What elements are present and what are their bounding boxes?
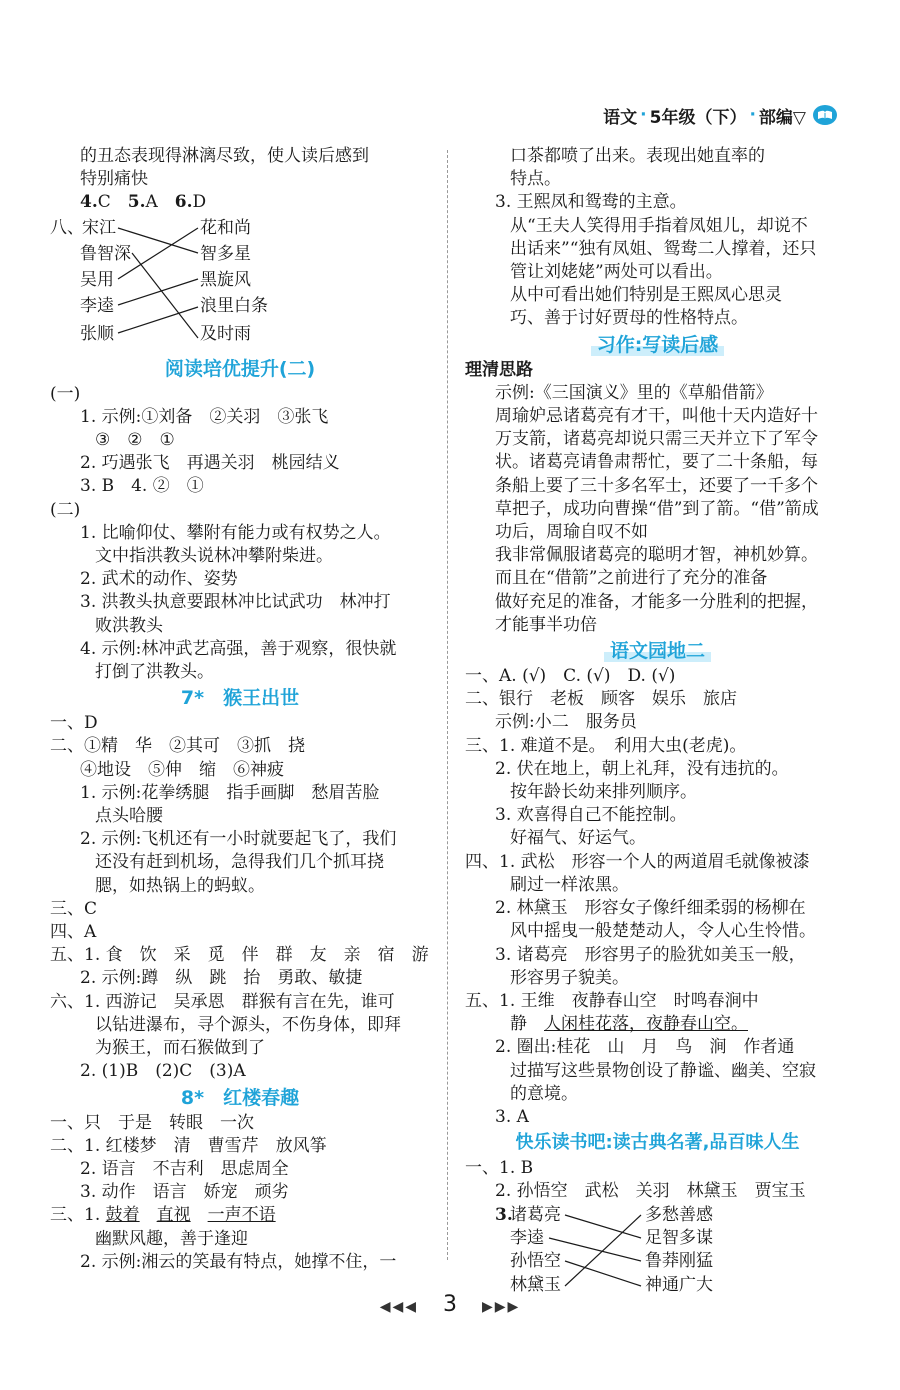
section-title: 语文园地二 <box>465 638 850 664</box>
text-line: 巧、善于讨好贾母的性格特点。 <box>510 308 748 329</box>
section-title: 7* 猴王出世 <box>180 687 300 710</box>
text-line: 幽默风趣，善于逢迎 <box>95 1228 248 1249</box>
text-line: 条船上要了三十多名军士，还要了一千多个 <box>495 475 818 496</box>
text-line: 三、C <box>50 898 98 919</box>
question-number: 5. <box>127 192 146 213</box>
text-line: 五、1. 王维 夜静春山空 时鸣春涧中 <box>465 990 759 1011</box>
match-left-item: 张顺 <box>80 323 114 344</box>
text-line: 2. 圈出:桂花 山 月 鸟 涧 作者通 <box>495 1037 795 1058</box>
text-line: 四、1. 武松 形容一个人的两道眉毛就像被漆 <box>465 851 810 872</box>
header-subject: 语文 <box>603 107 638 128</box>
text-line: 万支箭，诸葛亮却说只需三天并立下了军令 <box>495 429 818 450</box>
text-line: 3. 动作 语言 娇宠 顽劣 <box>80 1182 289 1203</box>
text-line: 才能事半功倍 <box>495 614 597 635</box>
header-grade: 5年级（下） <box>649 107 747 128</box>
text-fragment: 静 <box>510 1014 544 1035</box>
text-line: 3. 王熙凤和鸳鸯的主意。 <box>495 192 687 213</box>
text-line: 2. 巧遇张飞 再遇关羽 桃园结义 <box>80 453 340 474</box>
text-line: 腮，如热锅上的蚂蚁。 <box>95 875 265 896</box>
match-left-item: 李逵 <box>510 1227 544 1248</box>
text-line: 管让刘姥姥”两处可以看出。 <box>510 262 723 283</box>
underlined-word: 鼓着 <box>105 1205 140 1226</box>
match-number: 八、 <box>50 217 84 238</box>
text-line: 4. 示例:林冲武艺高强，善于观察，很快就 <box>80 638 397 659</box>
text-line: 一、只 于是 转眼 一次 <box>50 1112 254 1133</box>
question-number: 3. <box>495 1204 513 1225</box>
text-line: 打倒了洪教头。 <box>95 662 214 683</box>
match-right-item: 浪里白条 <box>200 295 268 316</box>
match-left-item: 李逵 <box>80 295 114 316</box>
text-line: 的丑态表现得淋漓尽致，使人读后感到 <box>80 146 369 166</box>
text-line: 六、1. 西游记 吴承恩 群猴有言在先，谁可 <box>50 991 395 1012</box>
text-line: 3. 洪教头执意要跟林冲比试武功 林冲打 <box>80 592 391 613</box>
previous-arrows-icon: ◀◀◀ <box>379 1299 418 1315</box>
match-left-item: 诸葛亮 <box>510 1204 561 1225</box>
text-line: 做好充足的准备，才能多一分胜利的把握， <box>495 591 818 612</box>
text-line: (一) <box>50 383 81 404</box>
text-line: 文中指洪教头说林冲攀附柴进。 <box>95 546 333 567</box>
answer: D <box>192 192 207 213</box>
question-number: 4. <box>80 192 98 213</box>
text-line: 一、D <box>50 713 98 734</box>
text-line: 2. (1)B (2)C (3)A <box>80 1061 246 1082</box>
match-left-item: 林黛玉 <box>510 1274 561 1295</box>
subheading: 理清思路 <box>465 359 533 380</box>
right-column <box>465 145 850 1299</box>
answer: C <box>97 192 111 213</box>
text-line: 而且在“借箭”之前进行了充分的准备 <box>495 568 768 589</box>
match-right-item: 花和尚 <box>200 217 251 238</box>
text-line: 示例:《三国演义》里的《草船借箭》 <box>495 382 773 403</box>
text-line: 草把子，成功向曹操“借”到了箭。“借”箭成 <box>495 498 819 519</box>
text-line: 2. 示例:蹲 纵 跳 抬 勇敢、敏捷 <box>80 968 363 989</box>
match-right-item: 及时雨 <box>200 323 251 344</box>
section-title: 阅读培优提升(二) <box>164 357 316 380</box>
text-line: 特别痛快 <box>80 169 148 190</box>
text-line: 五、1. 食 饮 采 觅 伴 群 友 亲 宿 游 <box>50 945 429 966</box>
text-line: 风中摇曳一般楚楚动人，令人心生怜惜。 <box>510 921 816 942</box>
match-left-item: 孙悟空 <box>510 1250 561 1271</box>
text-line: 形容男子貌美。 <box>510 967 629 988</box>
match-right-item: 黑旋风 <box>200 269 251 290</box>
answer: A <box>145 192 158 213</box>
text-line: 为猴王，而石猴做到了 <box>95 1038 265 1059</box>
text-line: 点头哈腰 <box>95 806 163 827</box>
text-line: 出话来”“独有凤姐、鸳鸯二人撑着，还只 <box>510 238 817 259</box>
text-line: 好福气、好运气。 <box>510 828 646 849</box>
page-header <box>603 100 838 130</box>
text-line: 一、1. B <box>465 1158 534 1179</box>
match-left-item: 宋江 <box>82 217 116 238</box>
text-line: 周瑜妒忌诸葛亮有才干，叫他十天内造好十 <box>495 406 818 427</box>
text-line <box>465 1013 850 1036</box>
text-line: 2. 示例:湘云的笑最有特点，她撑不住，一 <box>80 1251 397 1272</box>
text-fragment: 三、1. <box>50 1205 106 1226</box>
match-right-item: 足智多谋 <box>645 1227 713 1248</box>
matching-exercise <box>465 1204 850 1299</box>
text-line: 功后，周瑜自叹不如 <box>495 522 648 543</box>
text-line <box>50 1204 430 1227</box>
text-line: 口茶都喷了出来。表现出她直率的 <box>510 146 765 166</box>
text-line: 过描写这些景物创设了静谧、幽美、空寂 <box>510 1060 816 1081</box>
text-line: 1. 比喻仰仗、攀附有能力或有权势之人。 <box>80 522 391 543</box>
section-title: 8* 红楼春趣 <box>180 1086 300 1109</box>
text-line: ④地设 ⑤伸 缩 ⑥神疲 <box>80 759 284 780</box>
underlined-word: 直视 <box>156 1205 191 1226</box>
text-line: 败洪教头 <box>95 615 163 636</box>
text-line: ③ ② ① <box>95 430 175 451</box>
text-line: 从“王夫人笑得用手指着凤姐儿，却说不 <box>510 215 808 236</box>
text-line: 3. B 4. ② ① <box>80 476 204 497</box>
underlined-phrase: 人闲桂花落，夜静春山空。 <box>544 1014 748 1035</box>
matching-exercise <box>50 215 430 355</box>
text-line: 3. 诸葛亮 形容男子的脸犹如美玉一般， <box>495 944 806 965</box>
text-line: 一、A. (√) C. (√) D. (√) <box>465 666 676 687</box>
text-line: 3. A <box>495 1106 529 1127</box>
section-title: 习作:写读后感 <box>465 332 850 358</box>
text-line: (二) <box>50 499 81 520</box>
text-line: 3. 欢喜得自己不能控制。 <box>495 805 687 826</box>
left-column <box>50 145 430 1274</box>
section-title: 快乐读书吧:读古典名著,品百味人生 <box>515 1132 800 1154</box>
text-line: 2. 林黛玉 形容女子像纤细柔弱的杨柳在 <box>495 898 806 919</box>
page-footer <box>0 1292 900 1317</box>
question-number: 6. <box>174 192 193 213</box>
text-line: 1. 示例:花拳绣腿 指手画脚 愁眉苦脸 <box>80 782 380 803</box>
column-divider <box>447 150 448 1260</box>
match-right-item: 智多星 <box>200 243 251 264</box>
book-icon <box>812 104 838 126</box>
text-line: 三、1. 难道不是。 利用大虫(老虎)。 <box>465 735 747 756</box>
text-line: 2. 武术的动作、姿势 <box>80 569 238 590</box>
match-right-item: 多愁善感 <box>645 1204 713 1225</box>
text-line: 我非常佩服诸葛亮的聪明才智，神机妙算。 <box>495 545 818 566</box>
text-line: 按年龄长幼来排列顺序。 <box>510 782 697 803</box>
text-line: 二、1. 红楼梦 清 曹雪芹 放风筝 <box>50 1135 327 1156</box>
text-line: 2. 孙悟空 武松 关羽 林黛玉 贾宝玉 <box>495 1181 806 1202</box>
text-line: 2. 伏在地上，朝上礼拜，没有违抗的。 <box>495 758 789 779</box>
text-line: 二、银行 老板 顾客 娱乐 旅店 <box>465 689 737 710</box>
text-line: 2. 示例:飞机还有一小时就要起飞了，我们 <box>80 829 397 850</box>
text-line: 从中可看出她们特别是王熙凤心思灵 <box>510 285 782 306</box>
text-line: 二、①精 华 ②其可 ③抓 挠 <box>50 736 305 757</box>
text-line: 2. 语言 不吉利 思虑周全 <box>80 1158 289 1179</box>
next-arrows-icon: ▶▶▶ <box>482 1299 521 1315</box>
match-right-item: 神通广大 <box>645 1274 713 1295</box>
match-left-item: 鲁智深 <box>80 243 131 264</box>
text-line: 还没有赶到机场，急得我们几个抓耳挠 <box>95 852 384 873</box>
answer-line <box>50 191 430 214</box>
text-line: 四、A <box>50 922 97 943</box>
text-line: 特点。 <box>510 169 561 190</box>
text-line: 状。诸葛亮请鲁肃帮忙，要了二十条船，每 <box>495 452 818 473</box>
text-line: 的意境。 <box>510 1083 578 1104</box>
text-line: 以钻进瀑布，寻个源头，不伤身体，即拜 <box>95 1014 401 1035</box>
text-line: 示例:小二 服务员 <box>495 712 637 733</box>
underlined-word: 一声不语 <box>207 1205 276 1226</box>
text-line: 刷过一样浓黑。 <box>510 874 629 895</box>
header-edition: 部编▽ <box>758 107 806 128</box>
text-line: 1. 示例:①刘备 ②关羽 ③张飞 <box>80 406 329 427</box>
page-number: 3 <box>443 1292 457 1317</box>
match-right-item: 鲁莽刚猛 <box>645 1250 713 1271</box>
header-dot: · <box>640 105 647 125</box>
header-dot: · <box>749 105 756 125</box>
match-left-item: 吴用 <box>80 269 114 290</box>
